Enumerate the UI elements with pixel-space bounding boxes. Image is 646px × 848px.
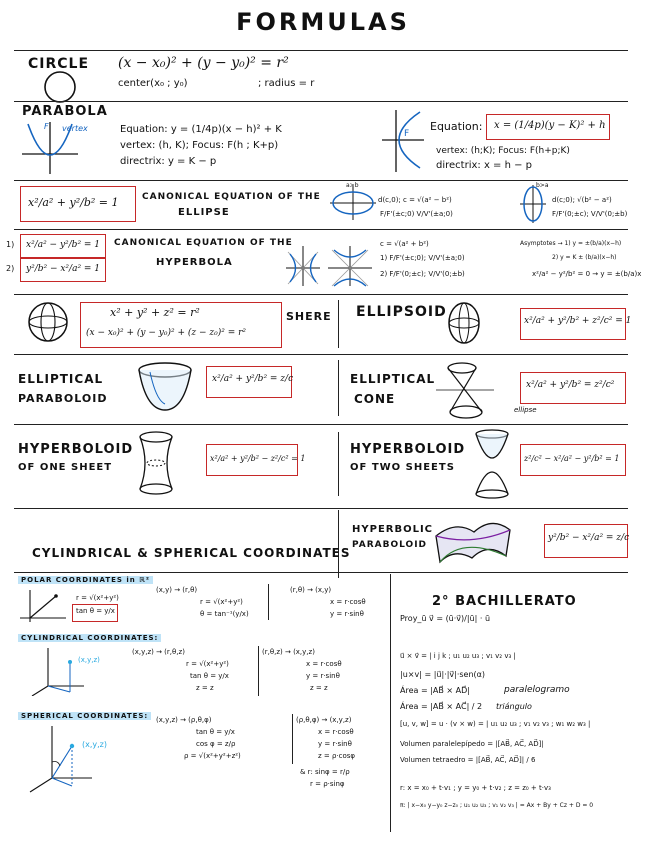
spherical-m1: (x,y,z) → (ρ,θ,φ)	[156, 716, 212, 724]
hyperbola-foci-1: 1) F/F'(±c;0); V/V'(±a;0)	[380, 254, 465, 262]
ellipsoid-eq: x²/a² + y²/b² + z²/c² = 1	[524, 316, 632, 326]
bach-volume-tetrahedron: Volumen tetraedro = |[AB⃗, AC⃗, AD⃗]| / 6	[400, 756, 536, 764]
hyperboloid-two-eq: z²/c² − x²/a² − y²/b² = 1	[524, 454, 620, 463]
divider	[338, 510, 339, 578]
divider	[390, 574, 391, 832]
divider	[14, 229, 628, 230]
divider	[338, 360, 339, 416]
hyperboloid-one-label-2: OF ONE SHEET	[18, 462, 113, 473]
cylindrical-m8: z = z	[310, 684, 328, 692]
bach-heading: 2° BACHILLERATO	[432, 594, 577, 609]
polar-m5: x = r·cosθ	[330, 598, 366, 606]
hyp-paraboloid-label-1: HYPERBOLIC	[352, 524, 434, 535]
hyperbola-foci-2: 2) F/F'(0;±c); V/V'(0;±b)	[380, 270, 465, 278]
ellipse-label-1: CANONICAL EQUATION OF THE	[142, 192, 321, 202]
cylindrical-point: (x,y,z)	[78, 656, 100, 664]
spherical-m2: tan θ = y/x	[196, 728, 235, 736]
polar-axes-icon	[14, 588, 68, 624]
hyperbola-icons	[284, 240, 374, 288]
sphere-eq-2: (x − x₀)² + (y − y₀)² + (z − z₀)² = r²	[86, 328, 247, 338]
coords-heading: CYLINDRICAL & SPHERICAL COORDINATES	[32, 546, 351, 560]
hyperboloid-two-label-1: HYPERBOLOID	[350, 442, 466, 457]
divider	[258, 646, 259, 696]
hyp-paraboloid-icon	[432, 512, 514, 568]
bach-parallelogram-tag: paralelogramo	[504, 685, 570, 695]
parabola-right-directrix: directrix: x = h − p	[436, 160, 533, 171]
divider	[14, 101, 628, 102]
spherical-m4: ρ = √(x²+y²+z²)	[184, 752, 241, 760]
hyperboloid-one-label-1: HYPERBOLOID	[18, 442, 134, 457]
svg-text:F: F	[404, 129, 410, 139]
ellipse-equation: x²/a² + y²/b² = 1	[28, 196, 119, 209]
divider	[14, 572, 628, 573]
ellipse-note-1b: F/F'(±c;0) V/V'(±a;0)	[380, 210, 453, 218]
divider	[14, 180, 628, 181]
page-title: FORMULAS	[236, 8, 410, 36]
parabola-right-eq-label: Equation:	[430, 120, 483, 133]
ellipse-tag-1: a>b	[346, 182, 359, 189]
cylindrical-m2: r = √(x²+y²)	[186, 660, 229, 668]
cylindrical-axes-icon	[28, 646, 88, 696]
hyperbola-eq-2: y²/b² − x²/a² = 1	[26, 264, 101, 274]
cone-eq: x²/a² + y²/b² = z²/c²	[526, 380, 615, 390]
spherical-m8: z = ρ·cosφ	[318, 752, 356, 760]
bach-projection: Proy_ū v⃗ = (ū·v⃗)/|ū| · ū	[400, 614, 491, 623]
spherical-m10: r = ρ·sinφ	[310, 780, 345, 788]
cone-label-2: CONE	[354, 392, 396, 406]
cylindrical-m6: x = r·cosθ	[306, 660, 342, 668]
spherical-m6: x = r·cosθ	[318, 728, 354, 736]
polar-m6: y = r·sinθ	[330, 610, 364, 618]
parabola-right-icon	[376, 106, 426, 176]
spherical-m3: cos φ = z/ρ	[196, 740, 236, 748]
bach-area-parallelogram: Área = |AB⃗ × AD⃗|	[400, 686, 470, 695]
bach-area-triangle: Área = |AB⃗ × AC⃗| / 2	[400, 702, 483, 711]
hyperbola-c: c = √(a² + b²)	[380, 240, 429, 248]
bach-mixed-product: [u, v, w] = u · (v × w) = | u₁ u₂ u₃ ; v₁ v₂ v₃ ; w₁ w₂ w₃ |	[400, 720, 591, 728]
ellipse-note-2a: d(c;0); √(b² − a²)	[552, 196, 612, 204]
cylindrical-m7: y = r·sinθ	[306, 672, 340, 680]
bach-line: r: x = x₀ + t·v₁ ; y = y₀ + t·v₂ ; z = z₀ + t·v₃	[400, 784, 551, 792]
ellipse-tag-2: b>a	[536, 182, 549, 189]
circle-label: CIRCLE	[28, 56, 90, 72]
cylindrical-label: CYLINDRICAL COORDINATES:	[18, 634, 161, 642]
parabola-right-equation: x = (1/4p)(y − K)² + h	[494, 120, 606, 131]
parabola-focus-tag: F	[44, 122, 49, 131]
divider	[14, 354, 628, 355]
bach-plane: π: | x−x₀ y−y₀ z−z₀ ; u₁ u₂ u₃ ; v₁ v₂ v₃ | = Ax + By + Cz + D = 0	[400, 802, 594, 809]
bach-volume-parallelepiped: Volumen paralelepípedo = |[AB⃗, AC⃗, AD⃗]|	[400, 740, 544, 748]
sphere-label: SHERE	[286, 310, 332, 323]
polar-m4: (r,θ) → (x,y)	[290, 586, 332, 594]
hyp-paraboloid-eq: y²/b² − x²/a² = z/c	[548, 533, 630, 543]
parabola-vertex-tag: vertex	[62, 124, 88, 133]
cone-tag: ellipse	[514, 406, 537, 414]
cylindrical-m1: (x,y,z) → (r,θ,z)	[132, 648, 185, 656]
ellipse-vertical-icon	[518, 184, 548, 224]
paraboloid-eq: x²/a² + y²/b² = z/c	[212, 374, 294, 384]
divider	[268, 584, 269, 620]
ellipsoid-label: ELLIPSOID	[356, 304, 447, 320]
bach-triangle-tag: triángulo	[496, 702, 532, 711]
polar-label: POLAR COORDINATES in ℝ²	[18, 576, 153, 584]
circle-radius: ; radius = r	[258, 78, 315, 89]
spherical-axes-icon	[22, 722, 94, 796]
divider	[292, 714, 293, 764]
ellipse-label-2: ELLIPSE	[178, 207, 230, 218]
hyperbola-asymptotes-2: 2) y = K ± (b/a)(x−h)	[552, 254, 617, 261]
hyperboloid-one-icon	[134, 430, 178, 496]
circle-equation: (x − x₀)² + (y − y₀)² = r²	[118, 55, 289, 71]
paraboloid-icon	[134, 360, 196, 414]
polar-m1: (x,y) → (r,θ)	[156, 586, 198, 594]
parabola-left-directrix: directrix: y = K − p	[120, 156, 217, 167]
cone-label-1: ELLIPTICAL	[350, 372, 436, 386]
cylindrical-m5: (r,θ,z) → (x,y,z)	[262, 648, 315, 656]
cylindrical-m3: tan θ = y/x	[190, 672, 229, 680]
divider	[14, 424, 628, 425]
sphere-eq-1: x² + y² + z² = r²	[110, 306, 200, 319]
divider	[14, 508, 628, 509]
hyperbola-label-2: HYPERBOLA	[156, 257, 233, 268]
hyperbola-num-2: 2)	[6, 264, 15, 273]
parabola-label: PARABOLA	[22, 104, 108, 119]
circle-icon	[40, 70, 80, 104]
spherical-m9: & r: sinφ = r/ρ	[300, 768, 350, 776]
divider	[14, 50, 628, 51]
parabola-left-equation: Equation: y = (1/4p)(x − h)² + K	[120, 124, 282, 135]
sphere-icon	[26, 300, 70, 344]
bach-cross-product: u⃗ × v⃗ = | i j k ; u₁ u₂ u₃ ; v₁ v₂ v₃ |	[400, 652, 516, 660]
cone-icon	[432, 360, 498, 422]
spherical-point: (x,y,z)	[82, 740, 107, 749]
hyperboloid-two-icon	[472, 428, 512, 500]
polar-box-2: tan θ = y/x	[76, 607, 115, 615]
spherical-label: SPHERICAL COORDINATES:	[18, 712, 151, 720]
hyperbola-asymptotes: Asymptotes → 1) y = ±(b/a)(x−h)	[520, 240, 622, 247]
ellipse-note-1a: d(c,0); c = √(a² − b²)	[378, 196, 452, 204]
hyperboloid-two-label-2: OF TWO SHEETS	[350, 462, 455, 473]
divider	[14, 294, 628, 295]
paraboloid-label-1: ELLIPTICAL	[18, 372, 104, 386]
ellipse-horizontal-icon	[328, 184, 378, 222]
paraboloid-label-2: PARABOLOID	[18, 392, 108, 405]
ellipsoid-icon	[446, 300, 482, 346]
spherical-m7: y = r·sinθ	[318, 740, 352, 748]
divider	[338, 432, 339, 496]
polar-box-1: r = √(x²+y²)	[76, 594, 119, 602]
polar-m2: r = √(x²+y²)	[200, 598, 243, 606]
hyperbola-eq-1: x²/a² − y²/b² = 1	[26, 240, 101, 250]
hyperboloid-one-eq: x²/a² + y²/b² − z²/c² = 1	[210, 454, 306, 463]
cylindrical-m4: z = z	[196, 684, 214, 692]
ellipse-note-2b: F/F'(0;±c); V/V'(0;±b)	[552, 210, 628, 218]
bach-norm: |u×v| = |u⃗|·|v⃗|·sen(α)	[400, 670, 486, 679]
hyperbola-num-1: 1)	[6, 240, 15, 249]
spherical-m5: (ρ,θ,φ) → (x,y,z)	[296, 716, 352, 724]
hyperbola-asymptotes-3: x²/a² − y²/b² = 0 → y = ±(b/a)x	[532, 270, 642, 278]
divider	[338, 300, 339, 348]
parabola-right-vertex: vertex: (h;K); Focus: F(h+p;K)	[436, 146, 570, 156]
hyp-paraboloid-label-2: PARABOLOID	[352, 540, 428, 550]
circle-center: center(x₀ ; y₀)	[118, 78, 188, 89]
polar-m3: θ = tan⁻¹(y/x)	[200, 610, 249, 618]
parabola-left-vertex: vertex: (h, K); Focus: F(h ; K+p)	[120, 140, 279, 151]
hyperbola-label-1: CANONICAL EQUATION OF THE	[114, 238, 293, 248]
